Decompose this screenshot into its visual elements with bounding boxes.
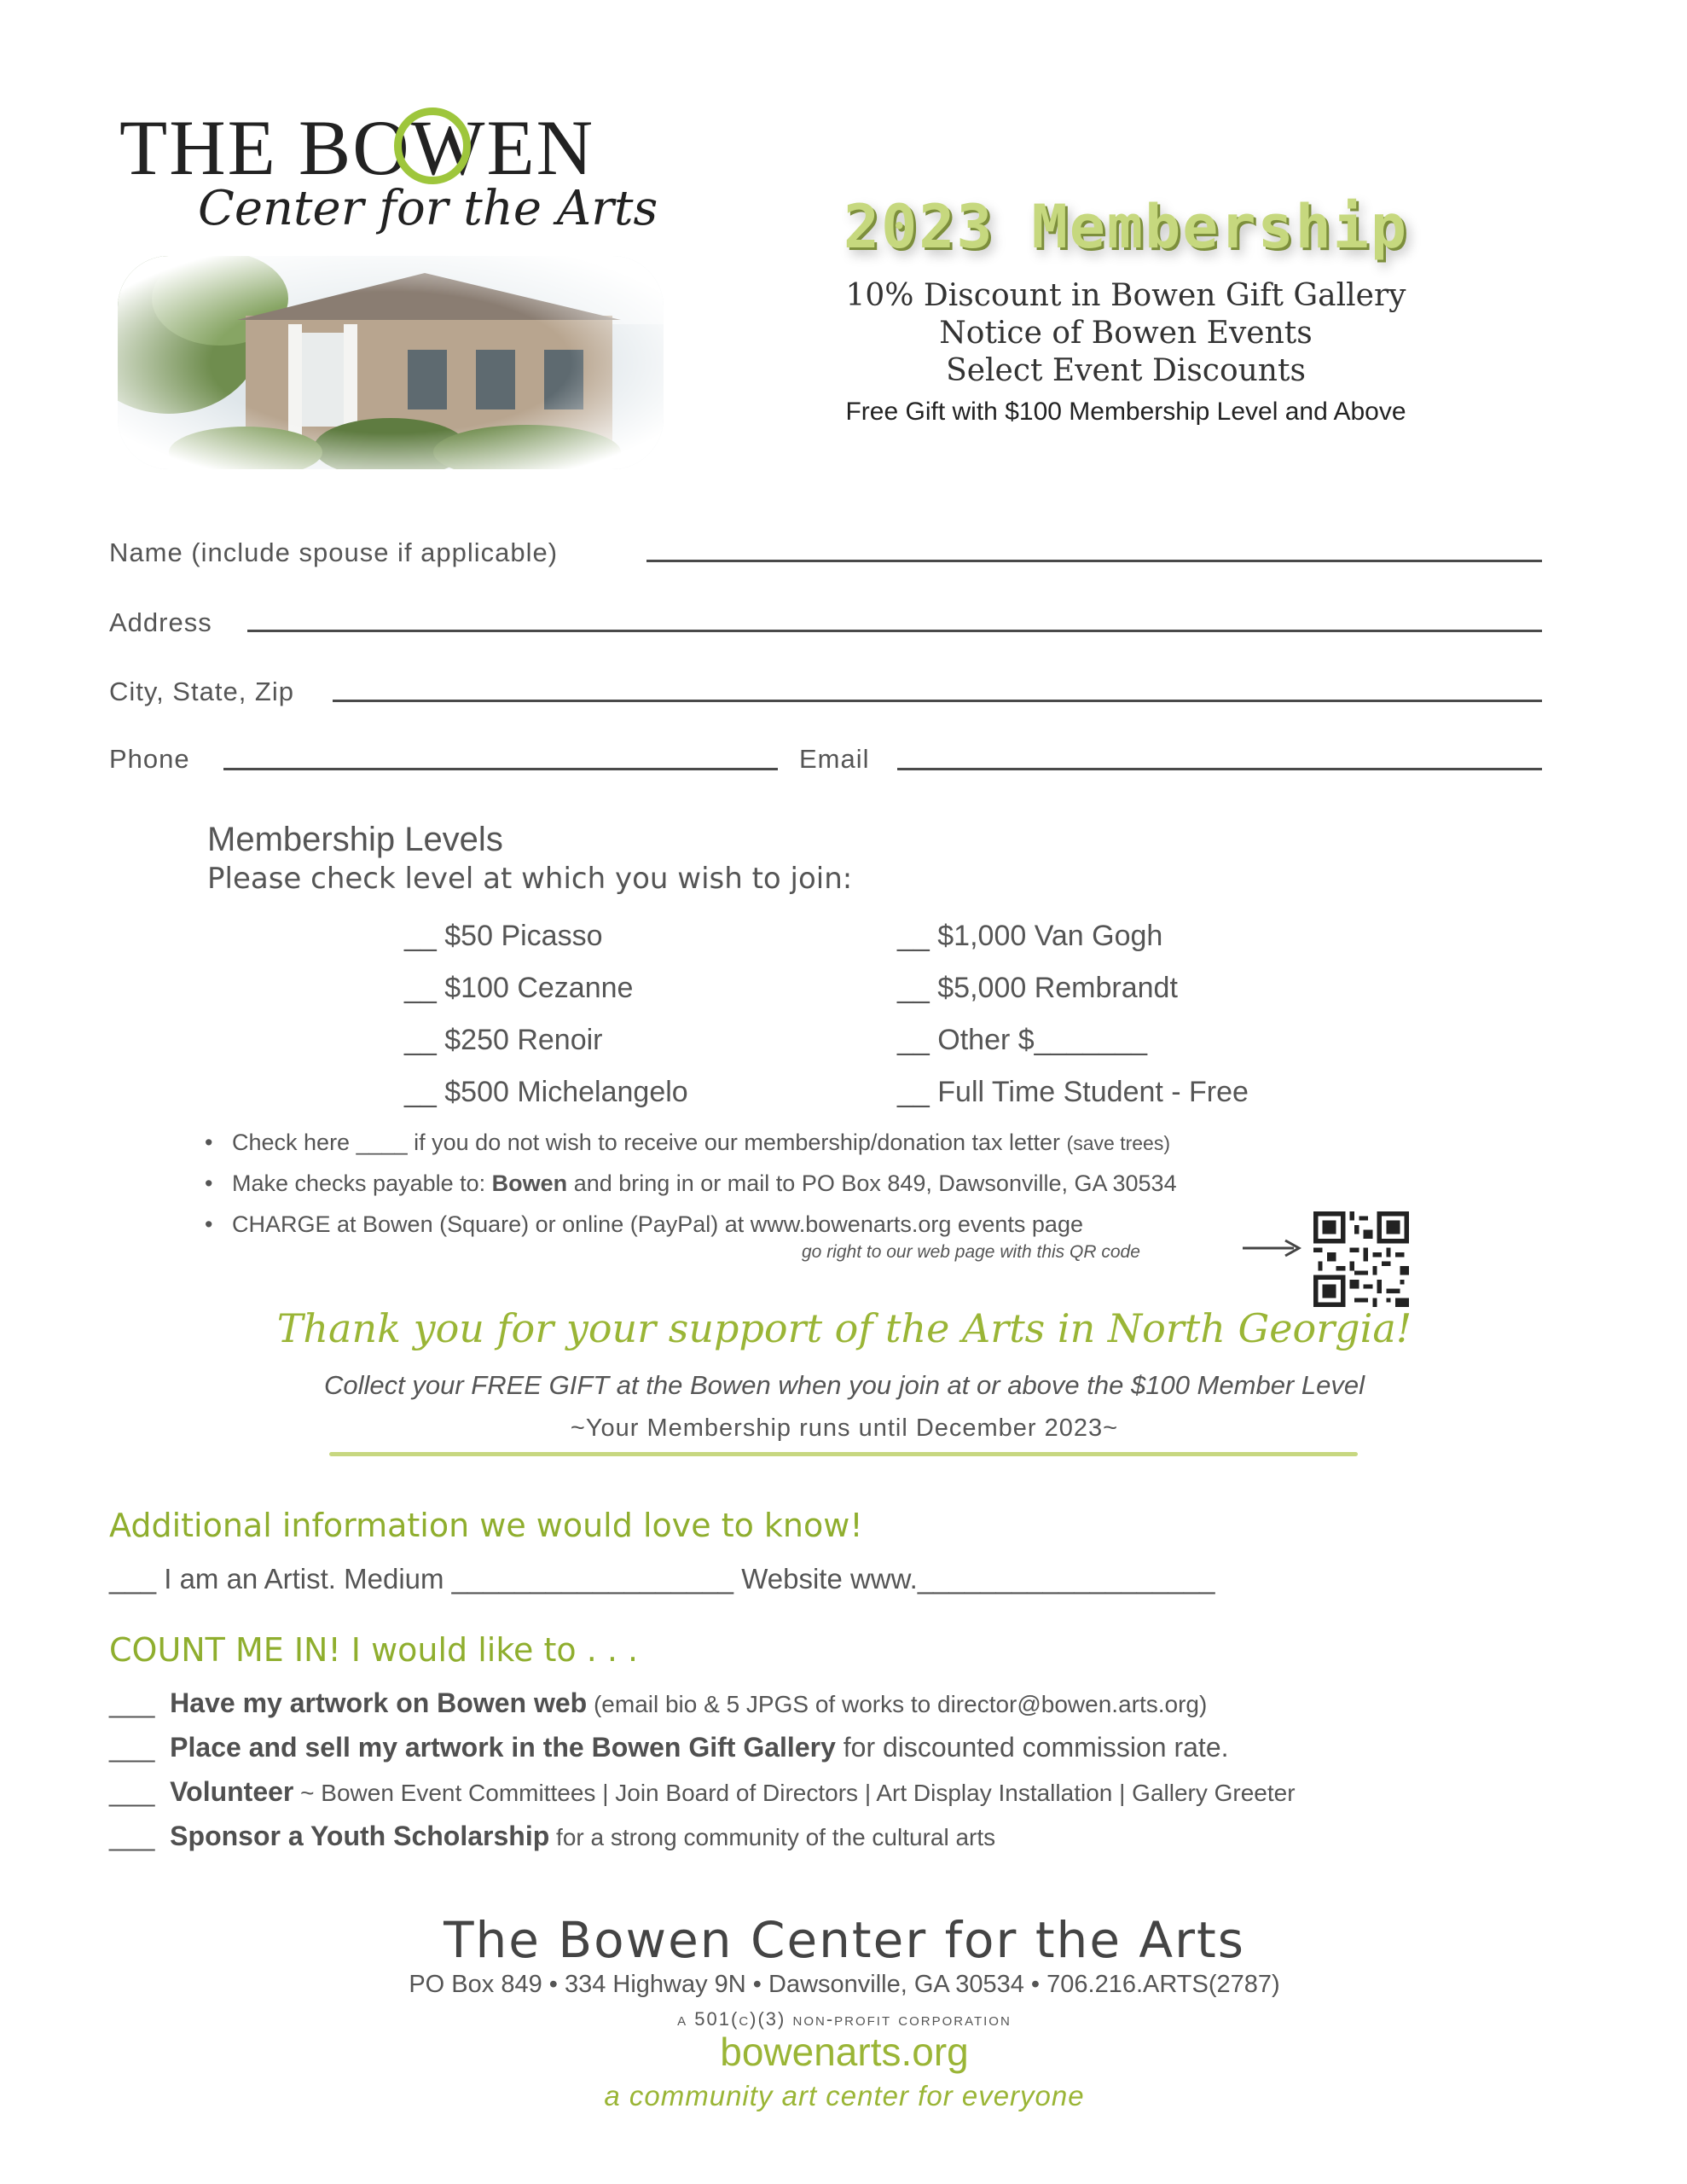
count-me-in-title: COUNT ME IN! I would like to . . . (109, 1631, 639, 1669)
footer-address: PO Box 849 • 334 Highway 9N • Dawsonville, GA 30534 • 706.216.ARTS(2787) (409, 1971, 1280, 1998)
bullet-dot: • (205, 1211, 213, 1237)
level-van-gogh[interactable]: __ $1,000 Van Gogh (897, 920, 1163, 952)
logo (119, 102, 665, 273)
bullet-tax-letter-note: (save trees) (1066, 1132, 1170, 1154)
level-student[interactable]: __ Full Time Student - Free (897, 1076, 1249, 1108)
additional-info-title: Additional information we would love to know! (109, 1507, 863, 1544)
option-blank[interactable]: ___ (109, 1732, 155, 1763)
level-picasso[interactable]: __ $50 Picasso (404, 920, 603, 952)
level-other[interactable]: __ Other $_______ (897, 1024, 1148, 1056)
bullet-tax-letter (205, 1130, 1170, 1156)
divider (329, 1452, 1358, 1456)
bullet-charge-text: CHARGE at Bowen (Square) or online (PayPal) at www.bowenarts.org events page (232, 1211, 1083, 1237)
logo-ring-mark (394, 107, 471, 184)
footer-tagline: a community art center for everyone (604, 2080, 1085, 2111)
option-sell-in-gallery-bold: Place and sell my artwork in the Bowen Gift Gallery (170, 1732, 836, 1763)
footer-organization-name: The Bowen Center for the Arts (443, 1911, 1245, 1969)
level-michelangelo[interactable]: __ $500 Michelangelo (404, 1076, 688, 1108)
level-rembrandt[interactable]: __ $5,000 Rembrandt (897, 972, 1178, 1004)
option-sell-in-gallery-detail: for discounted commission rate. (835, 1732, 1229, 1763)
level-cezanne[interactable]: __ $100 Cezanne (404, 972, 634, 1004)
bullet-charge (205, 1211, 1083, 1238)
footer-website-link[interactable]: bowenarts.org (720, 2030, 969, 2074)
artist-medium-website-line[interactable]: ___ I am an Artist. Medium __________________ Website www.___________________ (109, 1563, 1215, 1594)
bullet-checks-payable (205, 1170, 1177, 1197)
bullet-checks-post: and bring in or mail to PO Box 849, Dawsonville, GA 30534 (567, 1170, 1177, 1196)
option-volunteer[interactable] (109, 1776, 1296, 1808)
benefit-event-notice: Notice of Bowen Events (939, 316, 1313, 351)
option-sell-in-gallery[interactable] (109, 1732, 1229, 1763)
logo-subtitle: Center for the Arts (198, 181, 658, 236)
bullet-checks-bold: Bowen (491, 1170, 568, 1196)
membership-levels-title: Membership Levels (207, 821, 503, 858)
membership-levels-instructions: Please check level at which you wish to join: (207, 862, 853, 896)
bullet-dot: • (205, 1170, 213, 1196)
level-renoir[interactable]: __ $250 Renoir (404, 1024, 603, 1056)
membership-title: 2023 Membership (843, 192, 1409, 262)
email-label: Email (799, 744, 870, 774)
membership-expiry-note: ~Your Membership runs until December 2023~ (570, 1414, 1119, 1442)
benefit-gift-gallery: 10% Discount in Bowen Gift Gallery (845, 278, 1406, 313)
address-label: Address (109, 607, 212, 637)
building-photo (118, 256, 664, 469)
option-volunteer-bold: Volunteer (170, 1776, 294, 1807)
bullet-tax-letter-text: Check here ____ if you do not wish to receive our membership/donation tax letter (232, 1130, 1061, 1155)
address-field[interactable] (247, 630, 1542, 632)
logo-title: THE BOWEN (119, 104, 595, 191)
phone-field[interactable] (223, 768, 778, 770)
option-artwork-on-web-bold: Have my artwork on Bowen web (170, 1687, 588, 1718)
city-state-zip-field[interactable] (333, 700, 1542, 702)
phone-label: Phone (109, 744, 190, 774)
option-sponsor-scholarship[interactable] (109, 1821, 995, 1852)
option-volunteer-detail: ~ Bowen Event Committees | Join Board of Directors | Art Display Installation | Gallery Greeter (293, 1780, 1296, 1806)
qr-code[interactable] (1313, 1211, 1409, 1307)
option-sponsor-scholarship-detail: for a strong community of the cultural arts (549, 1824, 996, 1850)
city-state-zip-label: City, State, Zip (109, 677, 294, 706)
option-blank[interactable]: ___ (109, 1687, 155, 1718)
option-artwork-on-web[interactable] (109, 1687, 1207, 1719)
bullet-checks-pre: Make checks payable to: (232, 1170, 492, 1196)
arrow-right-icon (1241, 1238, 1302, 1258)
qr-note: go right to our web page with this QR code (802, 1242, 1140, 1262)
bullet-dot: • (205, 1130, 213, 1155)
name-field[interactable] (646, 560, 1542, 562)
option-blank[interactable]: ___ (109, 1776, 155, 1807)
name-label: Name (include spouse if applicable) (109, 537, 559, 567)
thank-you-message: Thank you for your support of the Arts in North Georgia! (276, 1305, 1412, 1351)
footer-nonprofit-note: a 501(c)(3) non-profit corporation (677, 2008, 1012, 2030)
option-blank[interactable]: ___ (109, 1821, 155, 1851)
email-field[interactable] (897, 768, 1542, 770)
benefit-free-gift: Free Gift with $100 Membership Level and Above (845, 398, 1406, 426)
benefit-event-discounts: Select Event Discounts (946, 353, 1306, 388)
free-gift-note: Collect your FREE GIFT at the Bowen when you join at or above the $100 Member Level (324, 1370, 1365, 1400)
option-artwork-on-web-detail: (email bio & 5 JPGS of works to director@bowen.arts.org) (587, 1691, 1208, 1717)
option-sponsor-scholarship-bold: Sponsor a Youth Scholarship (170, 1821, 550, 1851)
